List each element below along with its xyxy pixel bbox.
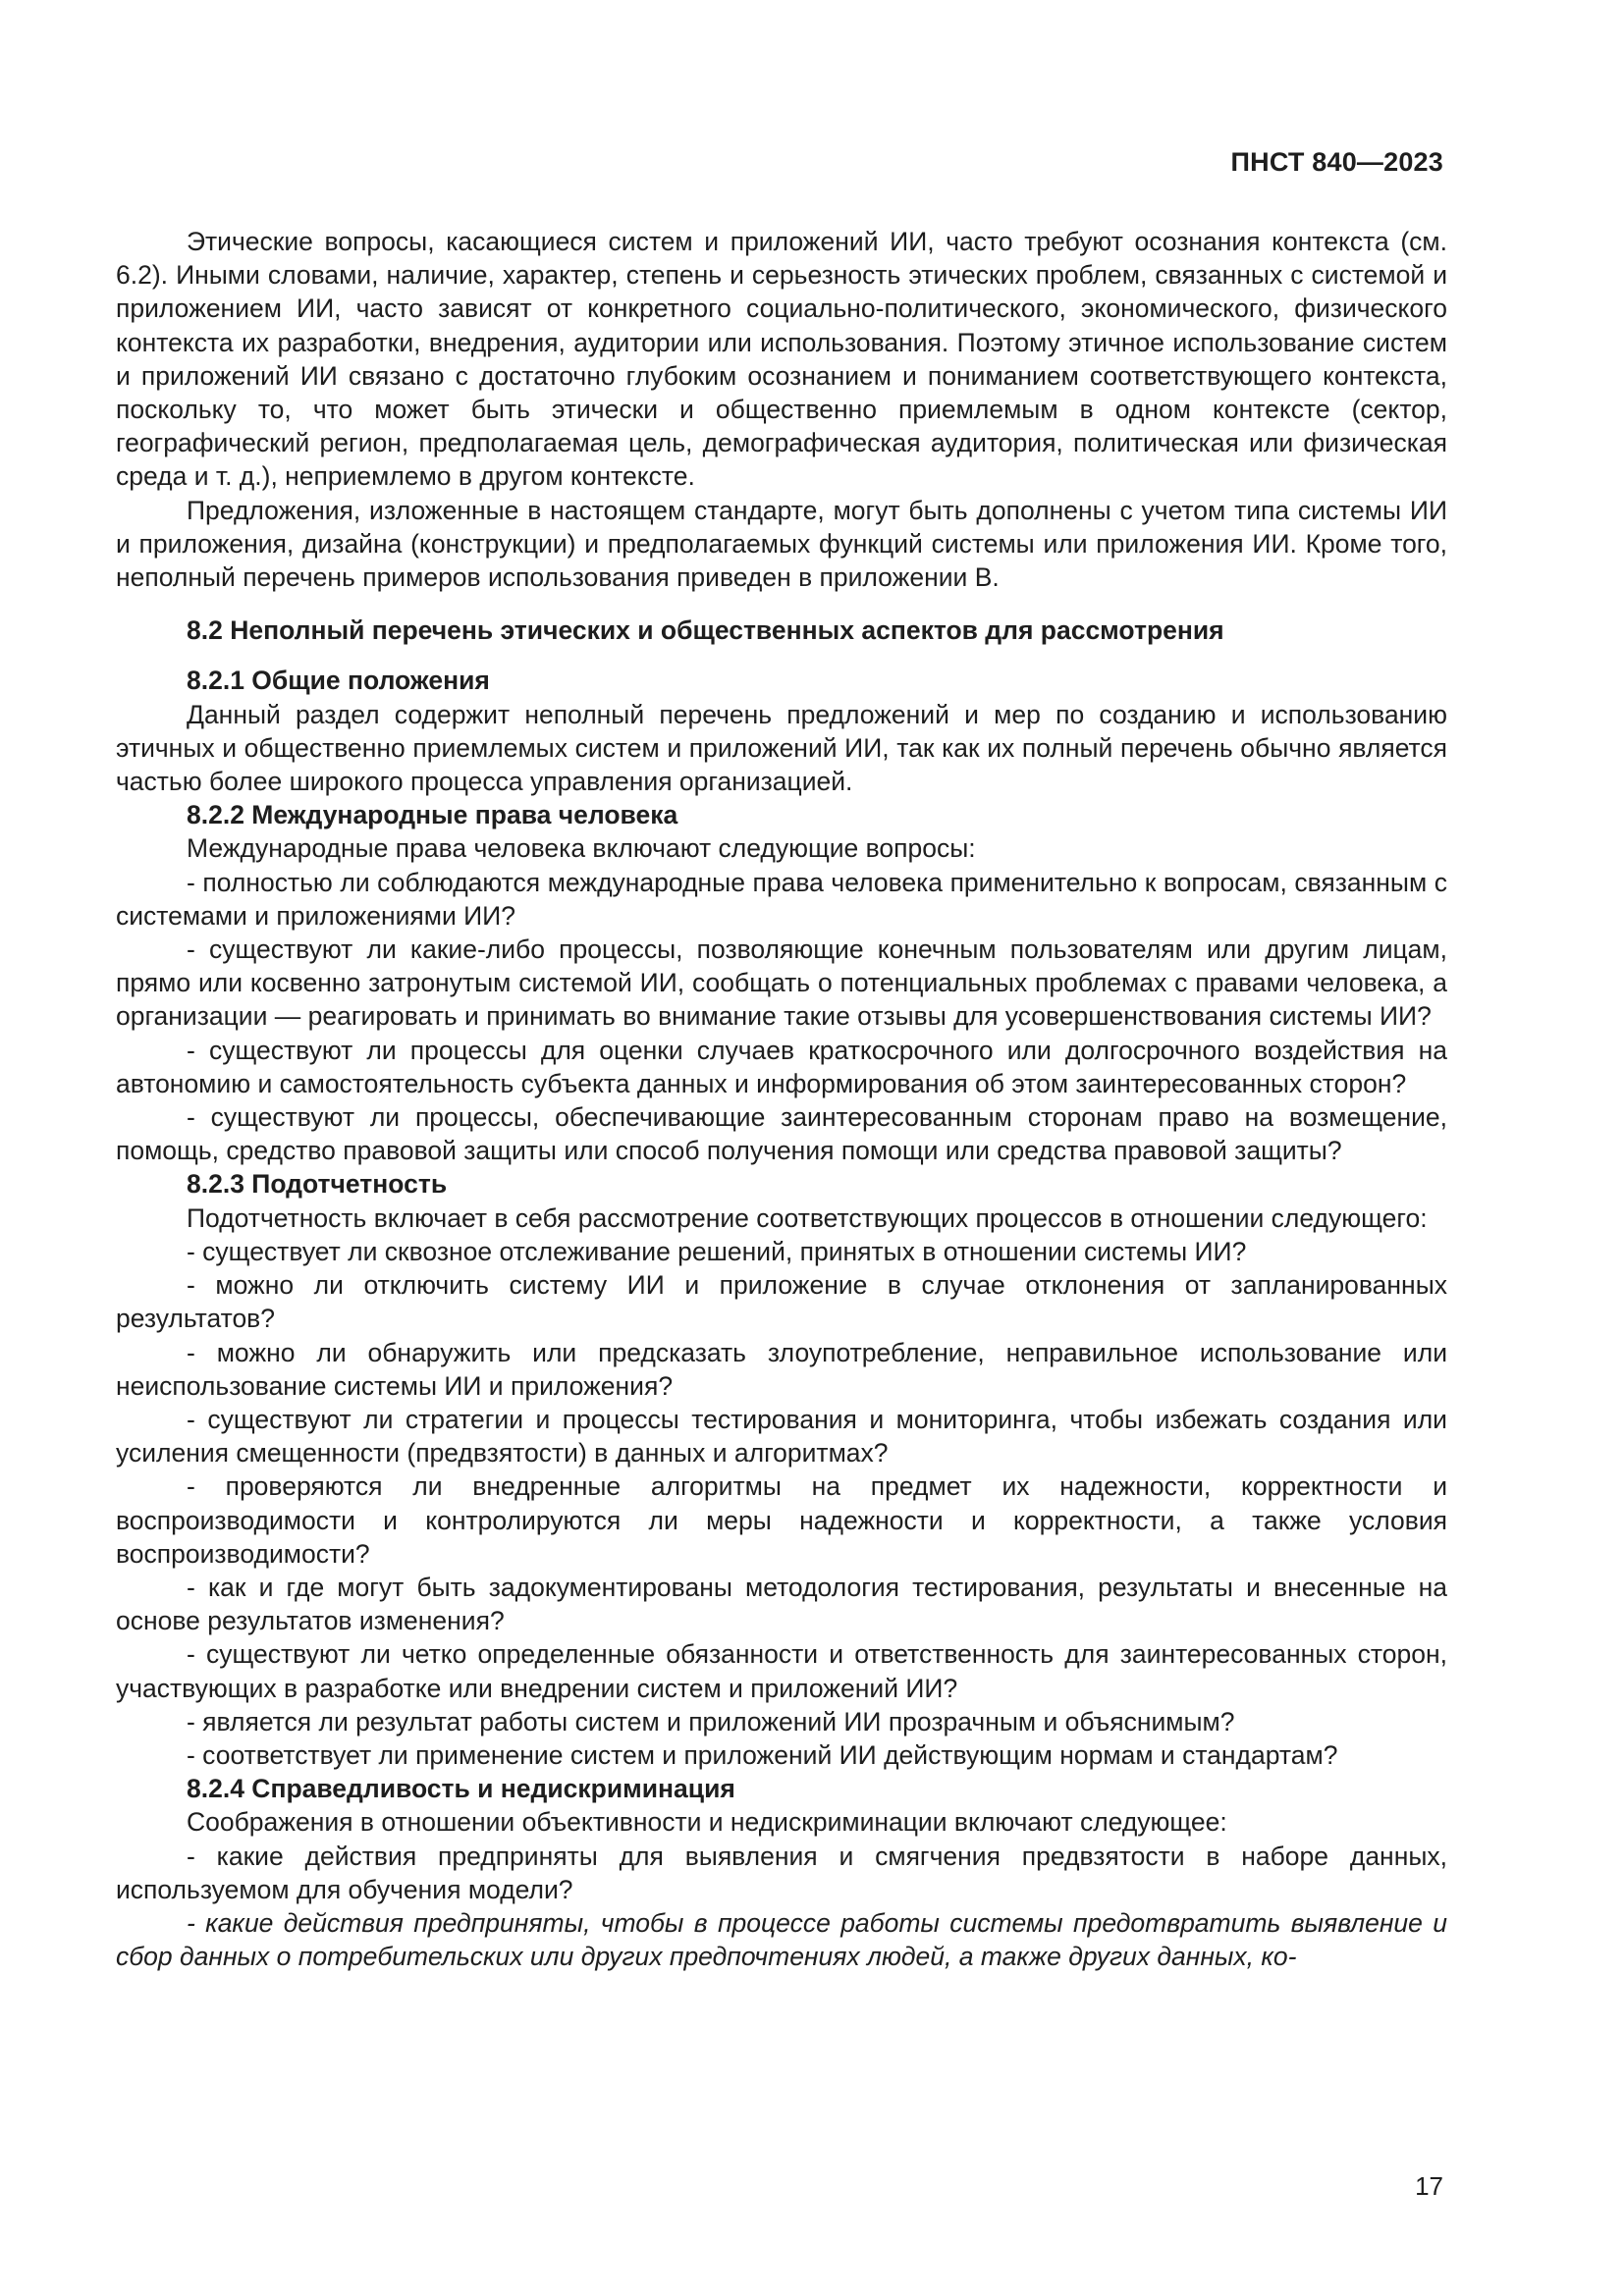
list-item: - существуют ли стратегии и процессы тестирования и мониторинга, чтобы избежать создания или усиления смещенности (предвзятости) в данных и алгоритмах?	[116, 1404, 1447, 1468]
body-paragraph: Подотчетность включает в себя рассмотрение соответствующих процессов в отношении следующего:	[187, 1202, 1428, 1233]
list-item: - существует ли сквозное отслеживание решений, принятых в отношении системы ИИ?	[187, 1236, 1247, 1266]
page-body	[116, 225, 1447, 1973]
list-item: - как и где могут быть задокументированы методология тестирования, результаты и внесенные на основе результатов изменения?	[116, 1572, 1447, 1636]
section-heading-8-2-2: 8.2.2 Международные права человека	[187, 800, 678, 830]
list-item: - полностью ли соблюдаются международные права человека применительно к вопросам, связанным с системами и приложениями ИИ?	[116, 867, 1447, 931]
page-number: 17	[1415, 2171, 1443, 2201]
list-item: - соответствует ли применение систем и приложений ИИ действующим нормам и стандартам?	[187, 1739, 1338, 1770]
body-paragraph: Соображения в отношении объективности и недискриминации включают следующее:	[187, 1807, 1227, 1838]
body-paragraph: Данный раздел содержит неполный перечень предложений и мер по созданию и использованию этичных и общественно приемлемых систем и приложений ИИ, так как их полный перечень обычно является частью более широкого процесса управления организацией.	[116, 699, 1447, 797]
section-heading-8-2-1: 8.2.1 Общие положения	[187, 666, 490, 696]
section-heading-8-2: 8.2 Неполный перечень этических и общественных аспектов для рассмотрения	[187, 615, 1224, 646]
body-paragraph: Международные права человека включают следующие вопросы:	[187, 833, 976, 864]
list-item: - существуют ли четко определенные обязанности и ответственность для заинтересованных сторон, участвующих в разработке или внедрении систем и приложений ИИ?	[116, 1639, 1447, 1703]
intro-paragraph: Этические вопросы, касающиеся систем и приложений ИИ, часто требуют осознания контекста (см. 6.2). Иными словами, наличие, характер, степень и серьезность этических проблем, связанных с системой и приложением ИИ, часто зависят от конкретного социально-политического, экономического, физического контекста их разработки, внедрения, аудитории или использования. Поэтому этичное использование систем и приложений ИИ связано с достаточно глубоким осознанием и пониманием соответствующего контекста, поскольку то, что может быть этически и общественно приемлемым в одном контексте (сектор, географический регион, предполагаемая цель, демографическая аудитория, политическая или физическая среда и т. д.), неприемлемо в другом контексте.	[116, 227, 1447, 492]
list-item: - существуют ли процессы, обеспечивающие заинтересованным сторонам право на возмещение, помощь, средство правовой защиты или способ получения помощи или средства правовой защиты?	[116, 1102, 1447, 1166]
list-item: - можно ли отключить систему ИИ и приложение в случае отклонения от запланированных результатов?	[116, 1270, 1447, 1334]
intro-paragraph: Предложения, изложенные в настоящем стандарте, могут быть дополнены с учетом типа системы ИИ и приложения, дизайна (конструкции) и предполагаемых функций системы или приложения ИИ. Кроме того, неполный перечень примеров использования приведен в приложении В.	[116, 495, 1447, 593]
document-id: ПНСТ 840—2023	[1230, 147, 1443, 177]
list-item: - можно ли обнаружить или предсказать злоупотребление, неправильное использование или неиспользование системы ИИ и приложения?	[116, 1337, 1447, 1401]
section-heading-8-2-3: 8.2.3 Подотчетность	[187, 1169, 448, 1200]
list-item: - какие действия предприняты для выявления и смягчения предвзятости в наборе данных, используемом для обучения модели?	[116, 1841, 1447, 1904]
list-item: - существуют ли процессы для оценки случаев краткосрочного или долгосрочного воздействия на автономию и самостоятельность субъекта данных и информирования об этом заинтересованных сторон?	[116, 1035, 1447, 1098]
list-item: - проверяются ли внедренные алгоритмы на предмет их надежности, корректности и воспроизводимости и контролируются ли меры надежности и корректности, а также условия воспроизводимости?	[116, 1471, 1447, 1569]
list-item-italic: - какие действия предприняты, чтобы в процессе работы системы предотвратить выявление и сбор данных о потребительских или других предпочтениях людей, а также других данных, ко-	[116, 1907, 1447, 1972]
section-heading-8-2-4: 8.2.4 Справедливость и недискриминация	[187, 1774, 735, 1804]
list-item: - существуют ли какие-либо процессы, позволяющие конечным пользователям или другим лицам, прямо или косвенно затронутым системой ИИ, сообщать о потенциальных проблемах с правами человека, а организации — реагировать и принимать во внимание такие отзывы для усовершенствования системы ИИ?	[116, 934, 1447, 1032]
list-item: - является ли результат работы систем и приложений ИИ прозрачным и объяснимым?	[187, 1706, 1235, 1736]
